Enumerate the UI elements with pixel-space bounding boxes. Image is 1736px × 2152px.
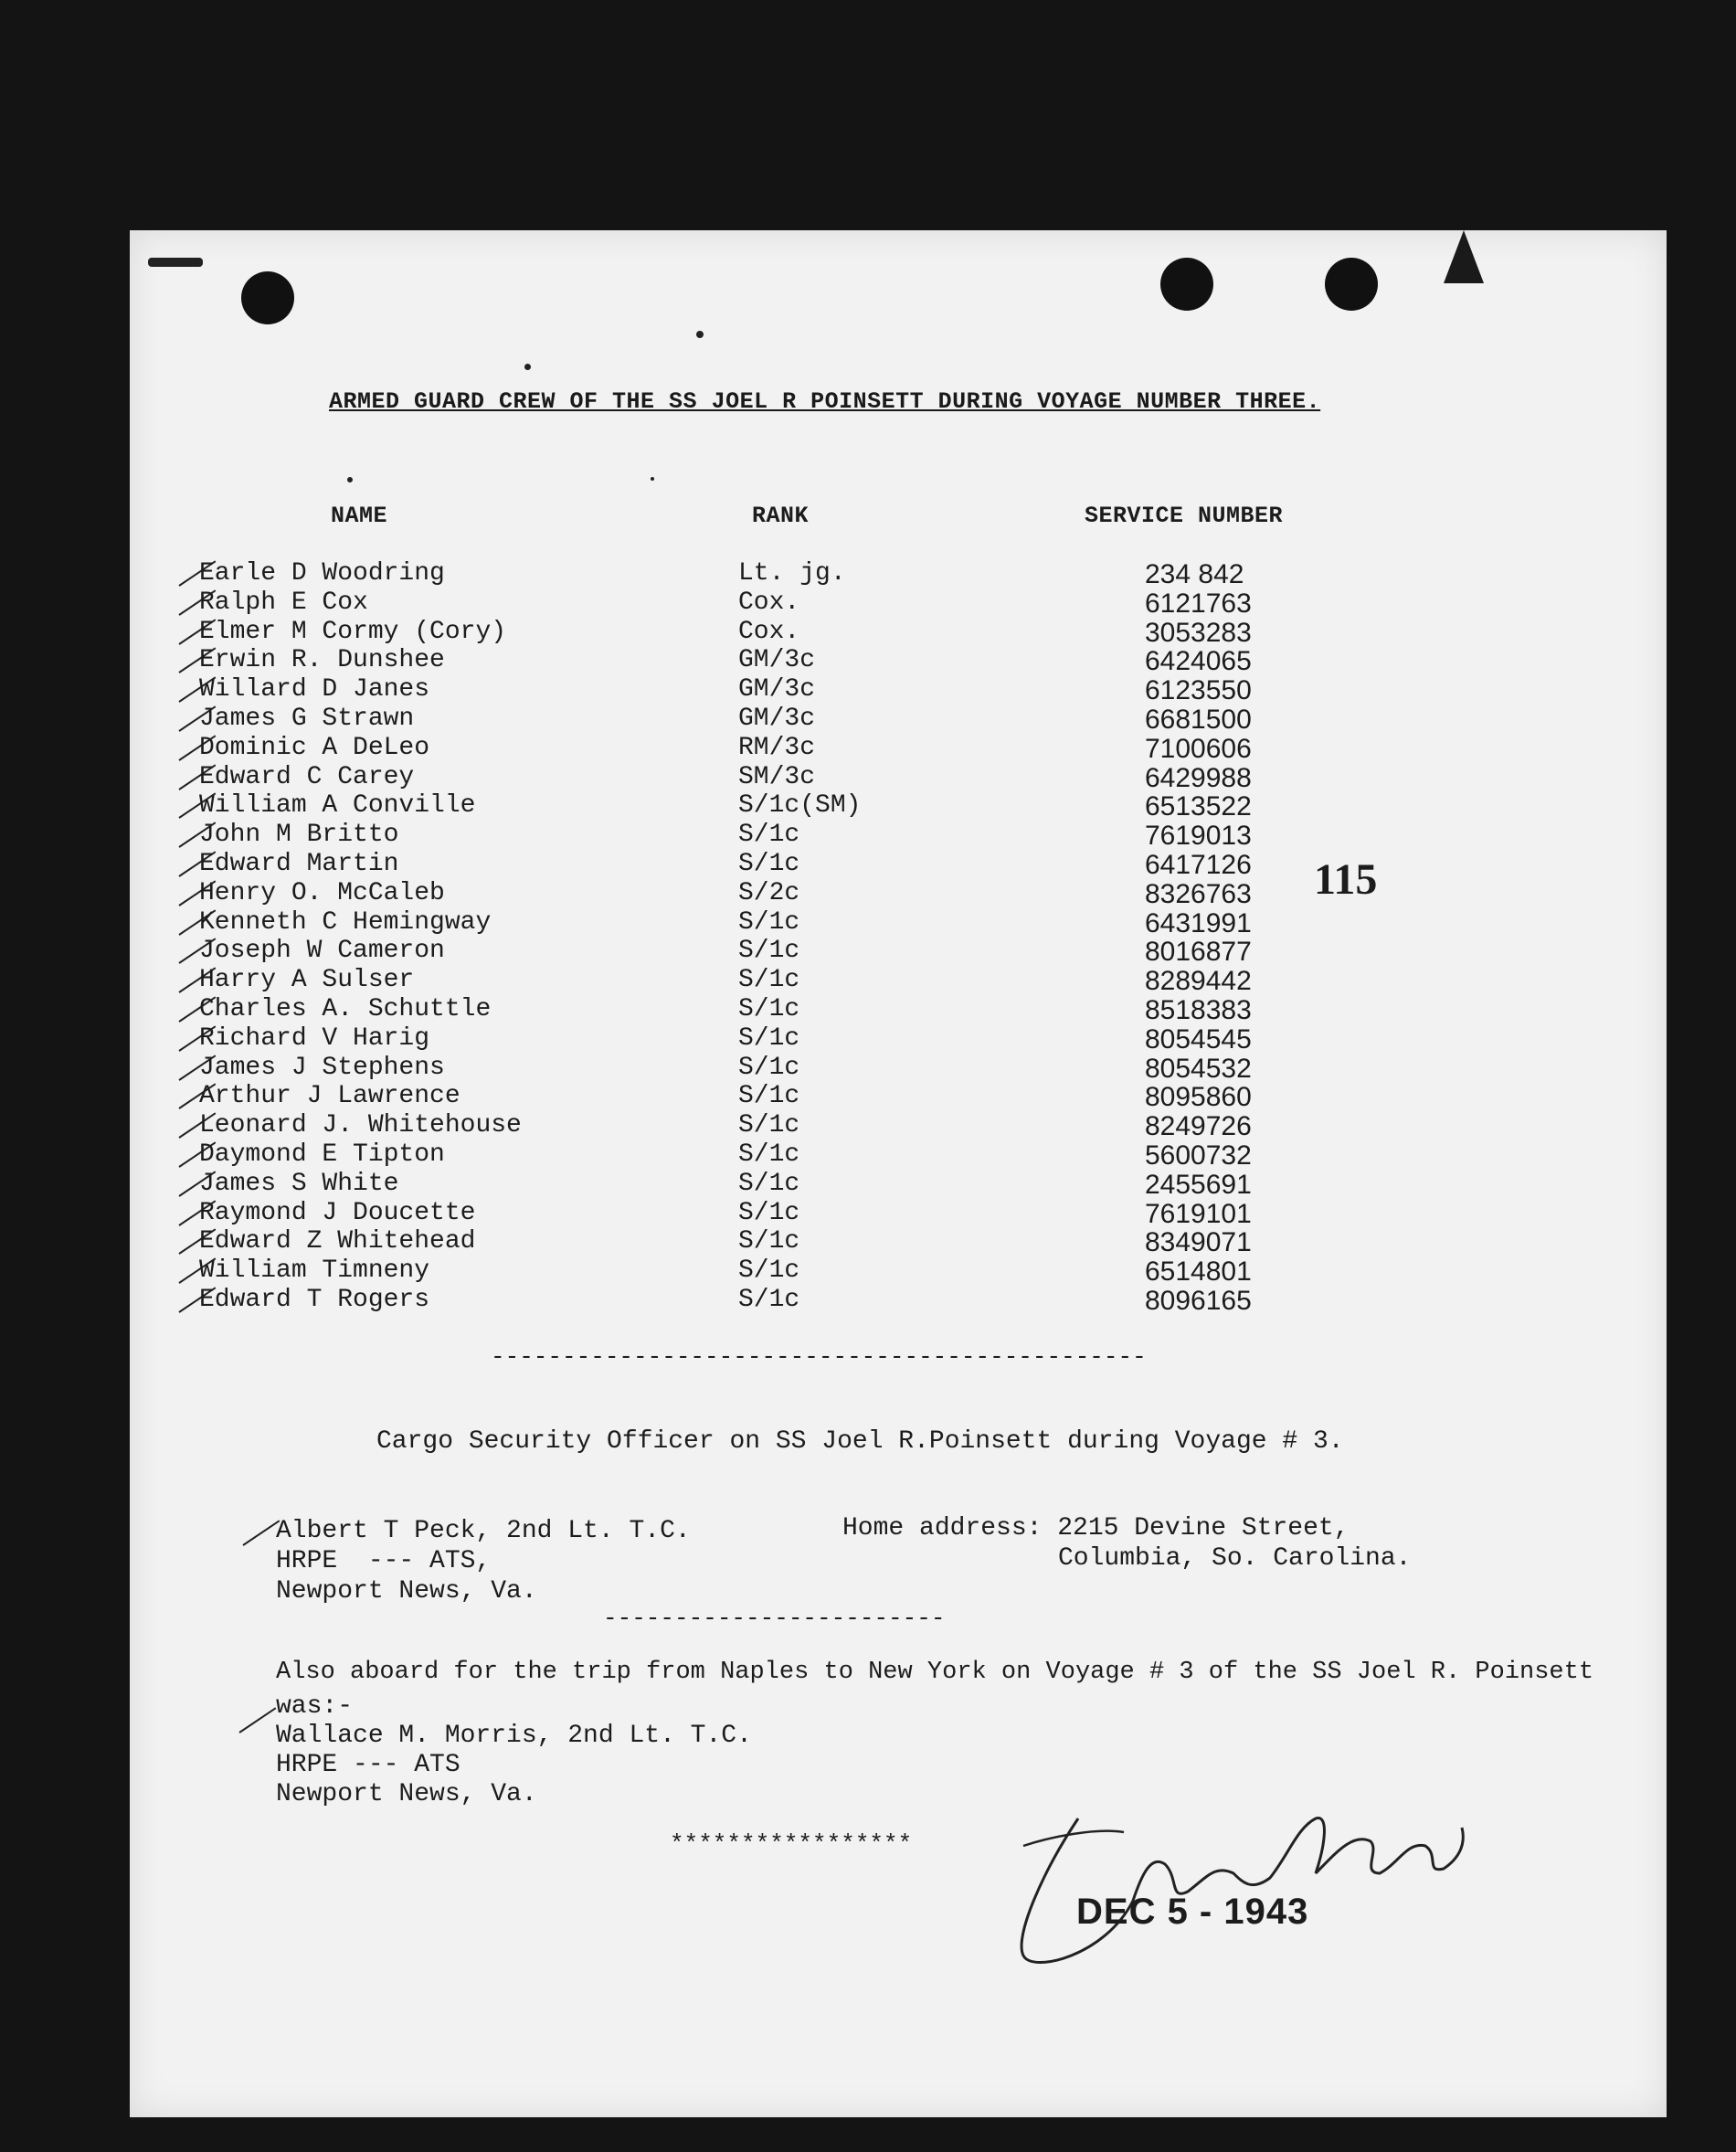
- crew-row: [0, 821, 1736, 850]
- crew-row: [0, 618, 1736, 647]
- crew-name: Edward C Carey: [199, 762, 415, 791]
- crew-row: [0, 1170, 1736, 1199]
- crew-rank: S/1c: [738, 907, 800, 937]
- document-title: ARMED GUARD CREW OF THE SS JOEL R POINSETT DURING VOYAGE NUMBER THREE.: [329, 388, 1321, 415]
- date-stamp: DEC 5 - 1943: [1076, 1892, 1309, 1932]
- punch-hole-right: [1325, 258, 1378, 311]
- crew-row: [0, 705, 1736, 734]
- crew-rank: S/2c: [738, 878, 800, 907]
- crew-row: [0, 879, 1736, 908]
- crew-service-number: 7619013: [1145, 821, 1252, 852]
- crew-name: Earle D Woodring: [199, 559, 445, 588]
- crew-rank: GM/3c: [738, 675, 816, 705]
- crew-service-number: 8054545: [1145, 1023, 1252, 1055]
- crew-name: James S White: [199, 1169, 399, 1198]
- crew-name: William A Conville: [199, 791, 476, 821]
- crew-service-number: 6681500: [1145, 705, 1252, 735]
- crew-service-number: 8095860: [1145, 1082, 1252, 1113]
- crew-rank: S/1c: [738, 1286, 800, 1314]
- asterisk-separator: *****************: [670, 1830, 913, 1858]
- crew-name: Richard V Harig: [199, 1023, 430, 1053]
- home-address: Home address: 2215 Devine Street,: [842, 1514, 1350, 1542]
- crew-row: [0, 1256, 1736, 1286]
- crew-service-number: 3053283: [1145, 617, 1252, 648]
- crew-name: Edward T Rogers: [199, 1286, 430, 1314]
- officer-name: Albert T Peck, 2nd Lt. T.C.: [276, 1517, 691, 1545]
- crew-service-number: 6424065: [1145, 646, 1252, 677]
- crew-rank: S/1c: [738, 1023, 800, 1053]
- crew-name: Willard D Janes: [199, 675, 430, 705]
- header-service-number: SERVICE NUMBER: [1085, 503, 1284, 529]
- crew-rank: RM/3c: [738, 733, 816, 762]
- crew-rank: S/1c: [738, 1198, 800, 1227]
- passenger-location: Newport News, Va.: [276, 1780, 537, 1808]
- crew-row: [0, 763, 1736, 792]
- crew-rank: S/1c: [738, 1082, 800, 1111]
- crew-row: [0, 1111, 1736, 1140]
- crew-name: Charles A. Schuttle: [199, 995, 492, 1023]
- crew-service-number: 7100606: [1145, 733, 1252, 764]
- crew-service-number: 8289442: [1145, 966, 1252, 997]
- crew-rank: GM/3c: [738, 705, 816, 733]
- crew-name: Dominic A DeLeo: [199, 733, 430, 762]
- crew-service-number: 6431991: [1145, 907, 1252, 938]
- ink-speck: [696, 331, 704, 338]
- crew-service-number: 234 842: [1145, 559, 1244, 589]
- crew-name: William Timneny: [199, 1256, 430, 1286]
- crew-name: Joseph W Cameron: [199, 937, 445, 966]
- crew-rank: S/1c: [738, 850, 800, 878]
- crew-service-number: 8016877: [1145, 937, 1252, 968]
- crew-row: [0, 559, 1736, 588]
- crew-row: [0, 791, 1736, 821]
- crew-rank: S/1c: [738, 1140, 800, 1169]
- cargo-security-heading: Cargo Security Officer on SS Joel R.Poinsett during Voyage # 3.: [376, 1427, 1344, 1456]
- passenger-unit: HRPE --- ATS: [276, 1751, 460, 1779]
- crew-row: [0, 966, 1736, 995]
- crew-row: [0, 1199, 1736, 1228]
- crew-rank: GM/3c: [738, 646, 816, 675]
- crew-rank: S/1c: [738, 1053, 800, 1082]
- crew-row: [0, 908, 1736, 938]
- crew-name: Henry O. McCaleb: [199, 878, 445, 907]
- crew-service-number: 2455691: [1145, 1169, 1252, 1200]
- punch-hole-center: [1160, 258, 1213, 311]
- crew-row: [0, 1054, 1736, 1083]
- header-name: NAME: [331, 503, 388, 529]
- crew-service-number: 6417126: [1145, 850, 1252, 880]
- crew-service-number: 6123550: [1145, 675, 1252, 706]
- home-address-city: Columbia, So. Carolina.: [1058, 1544, 1412, 1573]
- crew-service-number: 6514801: [1145, 1256, 1252, 1288]
- crew-row: [0, 646, 1736, 675]
- handwritten-signature: [969, 1791, 1480, 1983]
- punch-hole-left: [241, 271, 294, 324]
- crew-rank: S/1c(SM): [738, 791, 862, 821]
- crew-rank: S/1c: [738, 937, 800, 966]
- page-number: 115: [1314, 855, 1378, 904]
- crew-rank: Cox.: [738, 588, 800, 617]
- crew-name: Kenneth C Hemingway: [199, 907, 492, 937]
- crew-name: Harry A Sulser: [199, 966, 415, 995]
- officer-location: Newport News, Va.: [276, 1577, 537, 1606]
- crew-name: Leonard J. Whitehouse: [199, 1111, 522, 1140]
- torn-corner-mark: [1444, 230, 1484, 283]
- also-aboard-text: Also aboard for the trip from Naples to New York on Voyage # 3 of the SS Joel R. Poinsett: [276, 1659, 1594, 1686]
- crew-service-number: 8518383: [1145, 995, 1252, 1025]
- crew-rank: S/1c: [738, 966, 800, 995]
- ink-speck: [148, 258, 203, 267]
- crew-rank: Lt. jg.: [738, 559, 846, 588]
- crew-service-number: 6513522: [1145, 791, 1252, 822]
- crew-row: [0, 1140, 1736, 1170]
- crew-name: Elmer M Cormy (Cory): [199, 617, 507, 646]
- crew-rank: S/1c: [738, 1227, 800, 1256]
- separator-line-short: ------------------------: [603, 1605, 946, 1632]
- crew-service-number: 8096165: [1145, 1286, 1252, 1316]
- crew-rank: Cox.: [738, 617, 800, 646]
- ink-speck: [524, 364, 531, 370]
- crew-name: Arthur J Lawrence: [199, 1082, 460, 1111]
- crew-rank: S/1c: [738, 995, 800, 1023]
- crew-row: [0, 675, 1736, 705]
- crew-service-number: 6121763: [1145, 588, 1252, 619]
- crew-row: [0, 1024, 1736, 1054]
- crew-name: Raymond J Doucette: [199, 1198, 476, 1227]
- crew-service-number: 8054532: [1145, 1053, 1252, 1084]
- crew-name: John M Britto: [199, 821, 399, 850]
- crew-name: Erwin R. Dunshee: [199, 646, 445, 675]
- crew-service-number: 7619101: [1145, 1198, 1252, 1229]
- crew-name: Edward Z Whitehead: [199, 1227, 476, 1256]
- crew-service-number: 6429988: [1145, 762, 1252, 793]
- crew-service-number: 5600732: [1145, 1140, 1252, 1171]
- also-aboard-was: was:-: [276, 1692, 354, 1721]
- crew-name: James J Stephens: [199, 1053, 445, 1082]
- crew-row: [0, 588, 1736, 618]
- crew-row: [0, 850, 1736, 879]
- crew-rank: SM/3c: [738, 762, 816, 791]
- separator-line: ----------------------------------------------: [491, 1343, 1147, 1371]
- header-rank: RANK: [752, 503, 810, 529]
- crew-row: [0, 1286, 1736, 1315]
- crew-name: Edward Martin: [199, 850, 399, 878]
- passenger-name: Wallace M. Morris, 2nd Lt. T.C.: [276, 1722, 752, 1750]
- crew-row: [0, 1082, 1736, 1111]
- crew-row: [0, 937, 1736, 966]
- crew-name: Daymond E Tipton: [199, 1140, 445, 1169]
- crew-row: [0, 995, 1736, 1024]
- crew-rank: S/1c: [738, 1111, 800, 1140]
- crew-rank: S/1c: [738, 821, 800, 850]
- ink-speck: [651, 477, 654, 481]
- crew-service-number: 8349071: [1145, 1227, 1252, 1258]
- crew-name: James G Strawn: [199, 705, 415, 733]
- crew-row: [0, 734, 1736, 763]
- crew-service-number: 8326763: [1145, 878, 1252, 909]
- officer-unit: HRPE --- ATS,: [276, 1547, 492, 1575]
- ink-speck: [347, 477, 353, 482]
- crew-rank: S/1c: [738, 1169, 800, 1198]
- crew-rank: S/1c: [738, 1256, 800, 1286]
- crew-name: Ralph E Cox: [199, 588, 368, 617]
- crew-row: [0, 1227, 1736, 1256]
- crew-service-number: 8249726: [1145, 1111, 1252, 1142]
